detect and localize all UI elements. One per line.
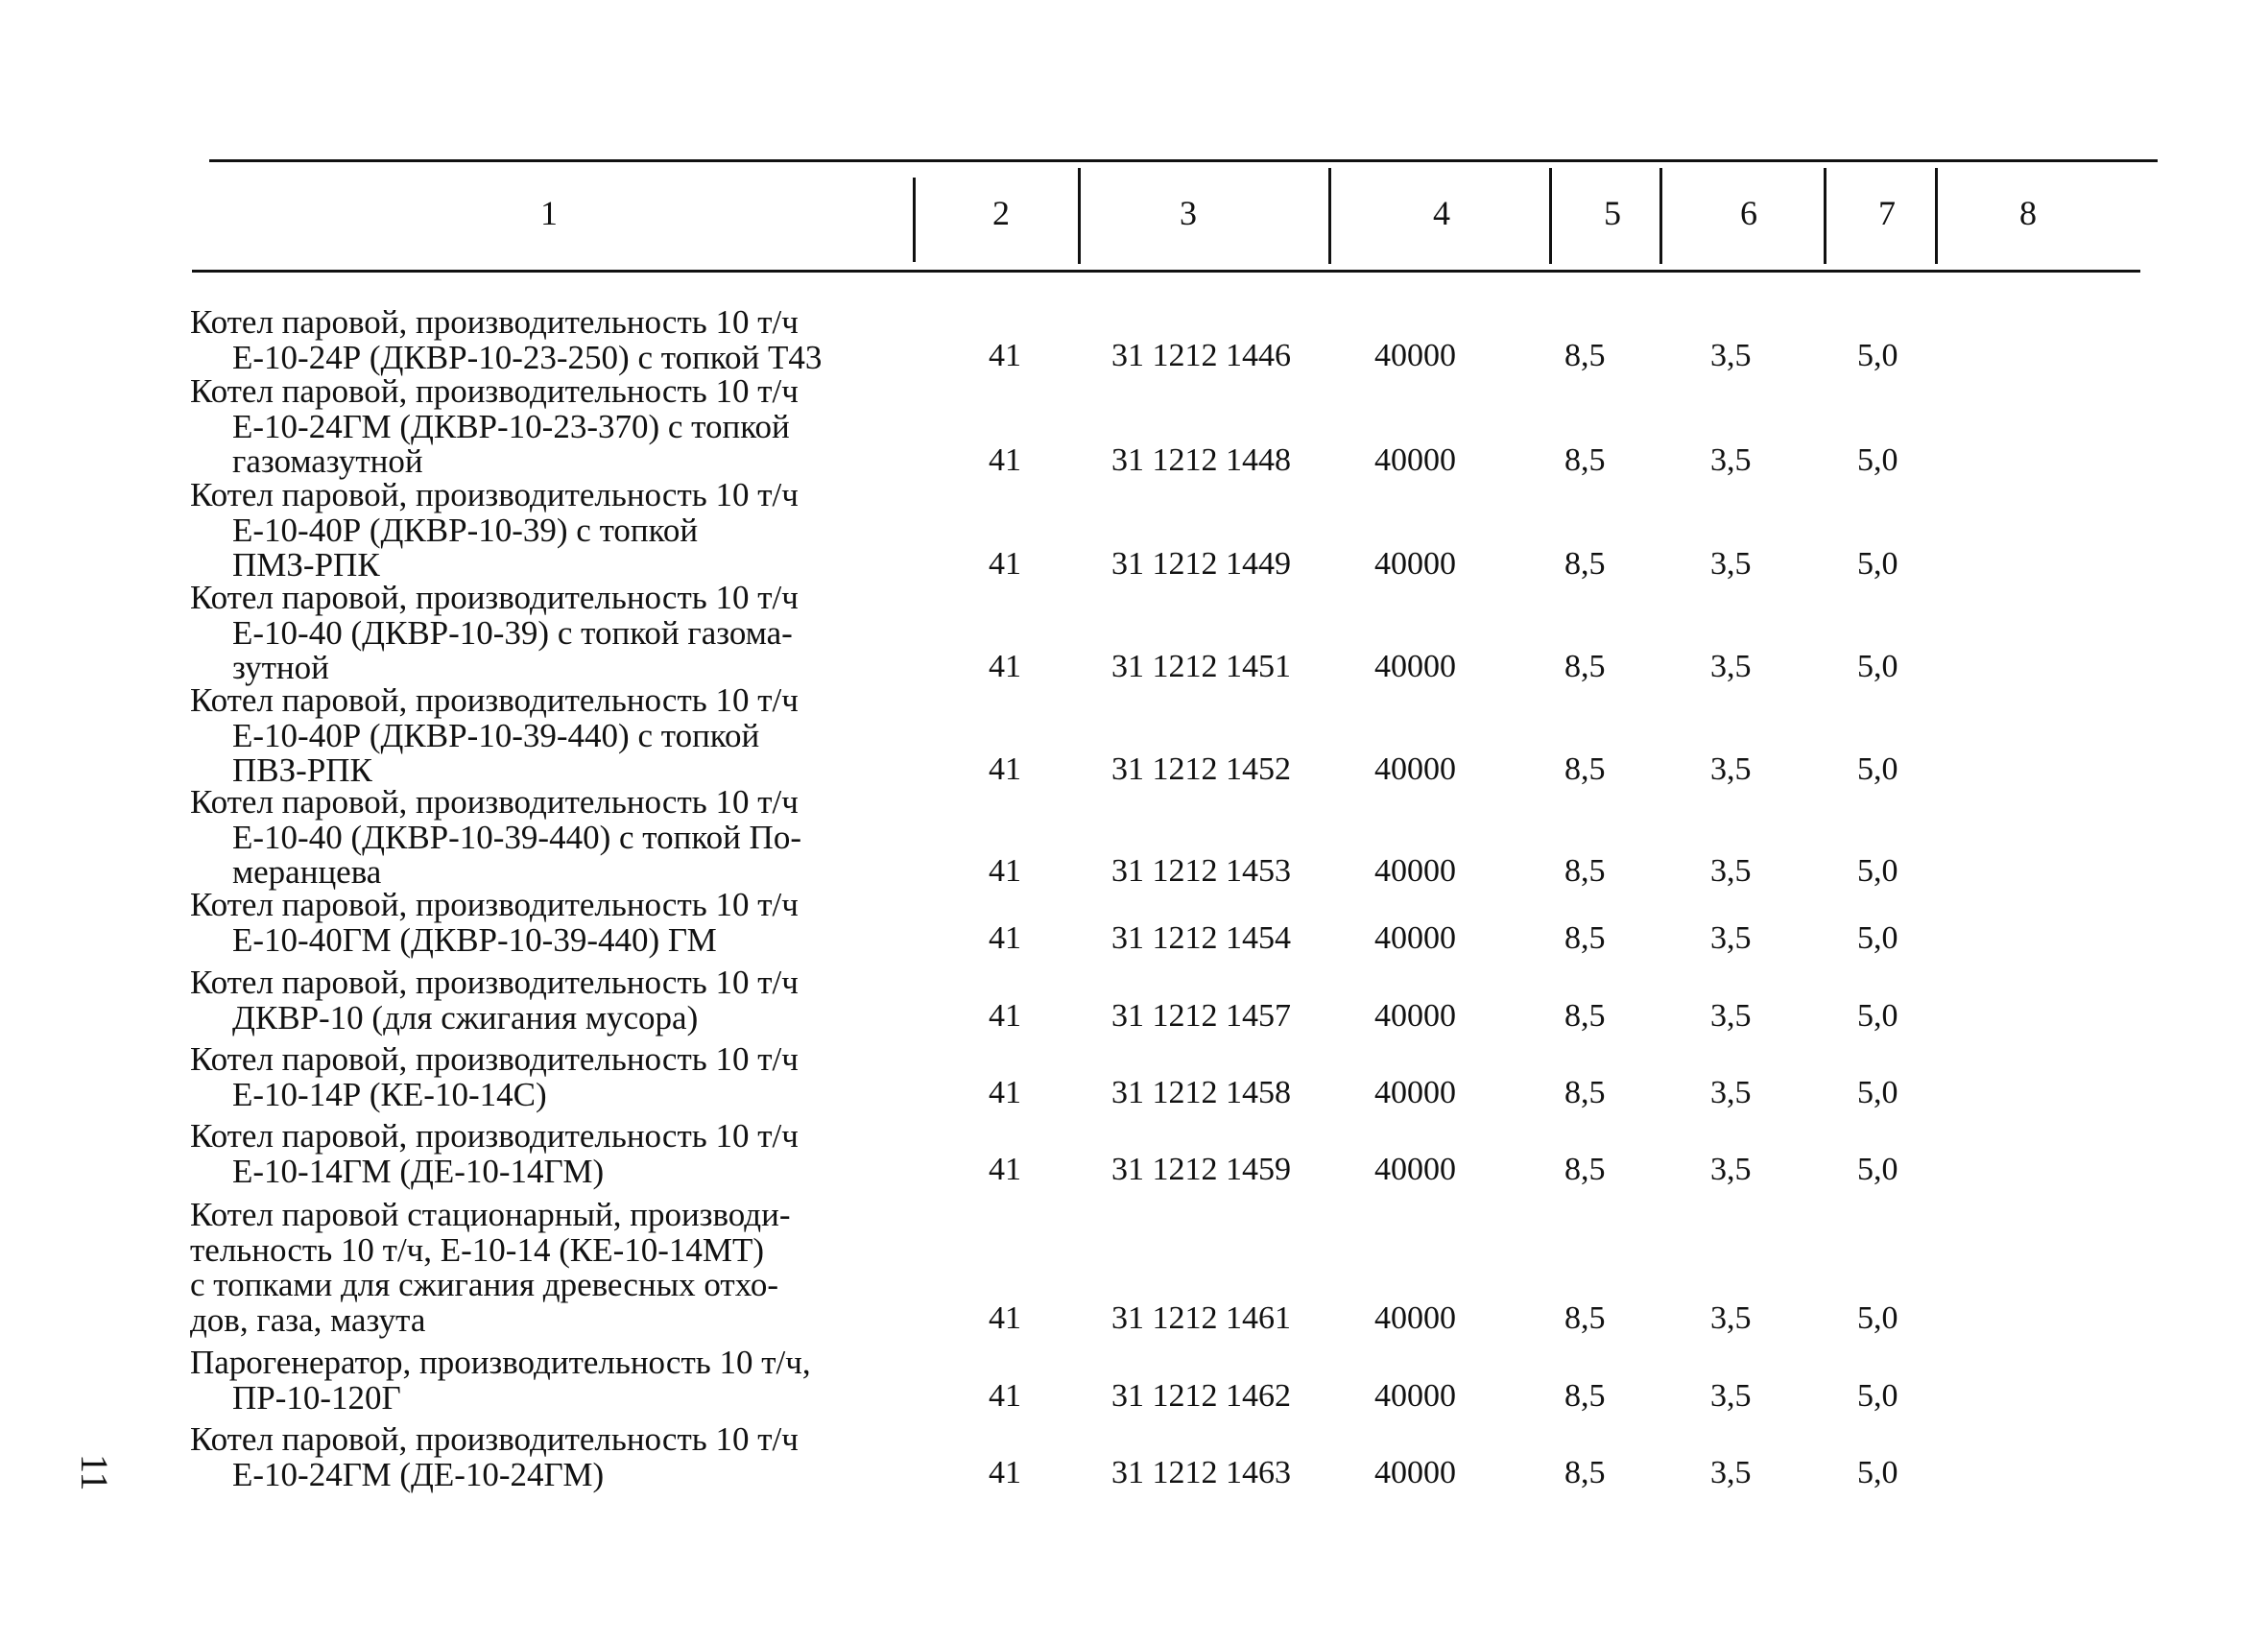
cell-col-5: 8,5 xyxy=(1564,920,1606,956)
header-separator xyxy=(1328,168,1331,264)
cell-col-3: 31 1212 1448 xyxy=(1111,441,1291,478)
item-name xyxy=(190,305,919,375)
cell-col-4: 40000 xyxy=(1374,338,1456,373)
item-name-line: Е-10-14ГМ (ДЕ-10-14ГМ) xyxy=(232,1152,605,1190)
column-header-8: 8 xyxy=(2019,194,2037,232)
item-name-line: Парогенератор, производительность 10 т/ч, xyxy=(190,1344,811,1381)
table-row xyxy=(0,1198,2268,1338)
header-separator xyxy=(1659,168,1662,264)
item-name-line: Е-10-24ГМ (ДЕ-10-24ГМ) xyxy=(232,1455,605,1493)
cell-col-2: 41 xyxy=(989,1378,1021,1414)
item-name-line: Е-10-40ГМ (ДКВР-10-39-440) ГМ xyxy=(232,920,717,959)
item-name-line: с топками для сжигания древесных отхо- xyxy=(190,1266,779,1303)
cell-col-4: 40000 xyxy=(1374,545,1456,582)
column-header-6: 6 xyxy=(1740,194,1757,232)
item-name-line: Котел паровой, производительность 10 т/ч xyxy=(190,1117,799,1155)
table-row xyxy=(0,374,2268,480)
cell-col-4: 40000 xyxy=(1374,998,1456,1034)
item-name-line: Котел паровой стационарный, производи- xyxy=(190,1196,791,1233)
cell-col-6: 3,5 xyxy=(1710,1455,1752,1490)
column-header-1: 1 xyxy=(540,194,558,232)
cell-col-7: 5,0 xyxy=(1857,338,1898,373)
cell-col-6: 3,5 xyxy=(1710,1075,1752,1110)
item-name-line: Котел паровой, производительность 10 т/ч xyxy=(190,303,799,341)
item-name-line: зутной xyxy=(232,649,329,686)
cell-col-7: 5,0 xyxy=(1857,1075,1898,1110)
cell-col-5: 8,5 xyxy=(1564,1300,1606,1336)
item-name xyxy=(190,374,919,480)
cell-col-4: 40000 xyxy=(1374,1075,1456,1110)
cell-col-6: 3,5 xyxy=(1710,648,1752,684)
table-row xyxy=(0,1042,2268,1112)
cell-col-7: 5,0 xyxy=(1857,998,1898,1034)
item-name xyxy=(190,683,919,789)
item-name xyxy=(190,785,919,891)
cell-col-6: 3,5 xyxy=(1710,751,1752,787)
cell-col-2: 41 xyxy=(989,1152,1021,1187)
item-name-line: Е-10-40Р (ДКВР-10-39-440) с топкой xyxy=(232,716,760,754)
item-name-line: дов, газа, мазута xyxy=(190,1300,426,1339)
item-name xyxy=(190,888,919,958)
cell-col-2: 41 xyxy=(989,1075,1021,1110)
item-name-line: Е-10-40 (ДКВР-10-39-440) с топкой По- xyxy=(232,818,801,856)
table-row xyxy=(0,1422,2268,1492)
table-row xyxy=(0,305,2268,375)
item-name-line: Котел паровой, производительность 10 т/ч xyxy=(190,1040,799,1078)
table-row xyxy=(0,965,2268,1036)
cell-col-5: 8,5 xyxy=(1564,545,1606,582)
table-row xyxy=(0,683,2268,789)
cell-col-2: 41 xyxy=(989,852,1021,889)
cell-col-7: 5,0 xyxy=(1857,648,1898,684)
cell-col-7: 5,0 xyxy=(1857,920,1898,956)
cell-col-2: 41 xyxy=(989,545,1021,582)
cell-col-4: 40000 xyxy=(1374,920,1456,956)
cell-col-3: 31 1212 1451 xyxy=(1111,648,1291,684)
header-separator xyxy=(1824,168,1826,264)
page-number: 11 xyxy=(73,1454,116,1491)
cell-col-7: 5,0 xyxy=(1857,441,1898,478)
cell-col-4: 40000 xyxy=(1374,648,1456,684)
table-row xyxy=(0,888,2268,958)
item-name-line: Е-10-40Р (ДКВР-10-39) с топкой xyxy=(232,511,699,549)
cell-col-3: 31 1212 1458 xyxy=(1111,1075,1291,1110)
cell-col-7: 5,0 xyxy=(1857,852,1898,889)
item-name xyxy=(190,478,919,584)
cell-col-6: 3,5 xyxy=(1710,920,1752,956)
cell-col-6: 3,5 xyxy=(1710,1152,1752,1187)
item-name-line: Котел паровой, производительность 10 т/ч xyxy=(190,886,799,923)
cell-col-2: 41 xyxy=(989,338,1021,373)
item-name-line: газомазутной xyxy=(232,442,423,480)
item-name-line: Котел паровой, производительность 10 т/ч xyxy=(190,372,799,410)
column-header-7: 7 xyxy=(1878,194,1896,232)
column-header-3: 3 xyxy=(1180,194,1197,232)
table-row xyxy=(0,785,2268,891)
cell-col-7: 5,0 xyxy=(1857,1152,1898,1187)
header-bottom-rule xyxy=(192,270,2140,273)
item-name-line: ПМЗ-РПК xyxy=(232,546,380,584)
cell-col-3: 31 1212 1454 xyxy=(1111,920,1291,956)
cell-col-3: 31 1212 1452 xyxy=(1111,751,1291,787)
item-name-line: ПР-10-120Г xyxy=(232,1378,401,1417)
cell-col-2: 41 xyxy=(989,1455,1021,1490)
cell-col-3: 31 1212 1462 xyxy=(1111,1378,1291,1414)
item-name xyxy=(190,965,919,1036)
item-name-line: Е-10-14Р (КЕ-10-14С) xyxy=(232,1075,547,1113)
cell-col-6: 3,5 xyxy=(1710,441,1752,478)
cell-col-7: 5,0 xyxy=(1857,751,1898,787)
cell-col-3: 31 1212 1453 xyxy=(1111,852,1291,889)
item-name-line: Котел паровой, производительность 10 т/ч xyxy=(190,1420,799,1458)
table-row xyxy=(0,581,2268,686)
cell-col-2: 41 xyxy=(989,998,1021,1034)
cell-col-4: 40000 xyxy=(1374,441,1456,478)
item-name-line: Котел паровой, производительность 10 т/ч xyxy=(190,964,799,1001)
cell-col-5: 8,5 xyxy=(1564,648,1606,684)
table-row xyxy=(0,478,2268,584)
item-name-line: Котел паровой, производительность 10 т/ч xyxy=(190,579,799,616)
cell-col-3: 31 1212 1446 xyxy=(1111,338,1291,373)
item-name-line: Е-10-24Р (ДКВР-10-23-250) с топкой Т43 xyxy=(232,338,823,376)
cell-col-5: 8,5 xyxy=(1564,998,1606,1034)
cell-col-6: 3,5 xyxy=(1710,338,1752,373)
table-top-rule xyxy=(209,159,2158,162)
header-separator xyxy=(1078,168,1081,264)
item-name xyxy=(190,1198,919,1338)
cell-col-2: 41 xyxy=(989,920,1021,956)
item-name-line: ДКВР-10 (для сжигания мусора) xyxy=(232,998,699,1036)
item-name-line: Котел паровой, производительность 10 т/ч xyxy=(190,476,799,513)
header-separator xyxy=(1935,168,1938,264)
cell-col-4: 40000 xyxy=(1374,1378,1456,1414)
cell-col-3: 31 1212 1457 xyxy=(1111,998,1291,1034)
cell-col-7: 5,0 xyxy=(1857,545,1898,582)
item-name-line: тельность 10 т/ч, Е-10-14 (КЕ-10-14МТ) xyxy=(190,1230,765,1269)
cell-col-2: 41 xyxy=(989,441,1021,478)
header-separator xyxy=(913,178,916,262)
cell-col-4: 40000 xyxy=(1374,1300,1456,1336)
item-name-line: меранцева xyxy=(232,853,382,891)
cell-col-7: 5,0 xyxy=(1857,1300,1898,1336)
cell-col-3: 31 1212 1463 xyxy=(1111,1455,1291,1490)
cell-col-5: 8,5 xyxy=(1564,1075,1606,1110)
cell-col-4: 40000 xyxy=(1374,1455,1456,1490)
cell-col-6: 3,5 xyxy=(1710,545,1752,582)
cell-col-7: 5,0 xyxy=(1857,1378,1898,1414)
item-name-line: ПВЗ-РПК xyxy=(232,751,372,789)
cell-col-4: 40000 xyxy=(1374,751,1456,787)
item-name xyxy=(190,1422,919,1492)
cell-col-3: 31 1212 1459 xyxy=(1111,1152,1291,1187)
cell-col-5: 8,5 xyxy=(1564,852,1606,889)
cell-col-5: 8,5 xyxy=(1564,441,1606,478)
column-header-4: 4 xyxy=(1433,194,1450,232)
table-row xyxy=(0,1119,2268,1189)
item-name xyxy=(190,1119,919,1189)
item-name-line: Е-10-40 (ДКВР-10-39) с топкой газома- xyxy=(232,613,793,652)
cell-col-4: 40000 xyxy=(1374,1152,1456,1187)
column-header-2: 2 xyxy=(992,194,1010,232)
cell-col-7: 5,0 xyxy=(1857,1455,1898,1490)
cell-col-2: 41 xyxy=(989,751,1021,787)
cell-col-5: 8,5 xyxy=(1564,1455,1606,1490)
cell-col-3: 31 1212 1449 xyxy=(1111,545,1291,582)
item-name-line: Котел паровой, производительность 10 т/ч xyxy=(190,783,799,821)
table-row xyxy=(0,1346,2268,1416)
cell-col-5: 8,5 xyxy=(1564,1378,1606,1414)
item-name xyxy=(190,1346,919,1416)
cell-col-6: 3,5 xyxy=(1710,852,1752,889)
cell-col-6: 3,5 xyxy=(1710,1378,1752,1414)
item-name xyxy=(190,581,919,686)
header-separator xyxy=(1549,168,1552,264)
item-name xyxy=(190,1042,919,1112)
cell-col-5: 8,5 xyxy=(1564,1152,1606,1187)
cell-col-3: 31 1212 1461 xyxy=(1111,1300,1291,1336)
cell-col-5: 8,5 xyxy=(1564,338,1606,373)
cell-col-6: 3,5 xyxy=(1710,998,1752,1034)
cell-col-6: 3,5 xyxy=(1710,1300,1752,1336)
cell-col-5: 8,5 xyxy=(1564,751,1606,787)
cell-col-2: 41 xyxy=(989,1300,1021,1336)
cell-col-2: 41 xyxy=(989,648,1021,684)
cell-col-4: 40000 xyxy=(1374,852,1456,889)
item-name-line: Котел паровой, производительность 10 т/ч xyxy=(190,681,799,719)
column-header-5: 5 xyxy=(1604,194,1621,232)
item-name-line: Е-10-24ГМ (ДКВР-10-23-370) с топкой xyxy=(232,407,790,445)
